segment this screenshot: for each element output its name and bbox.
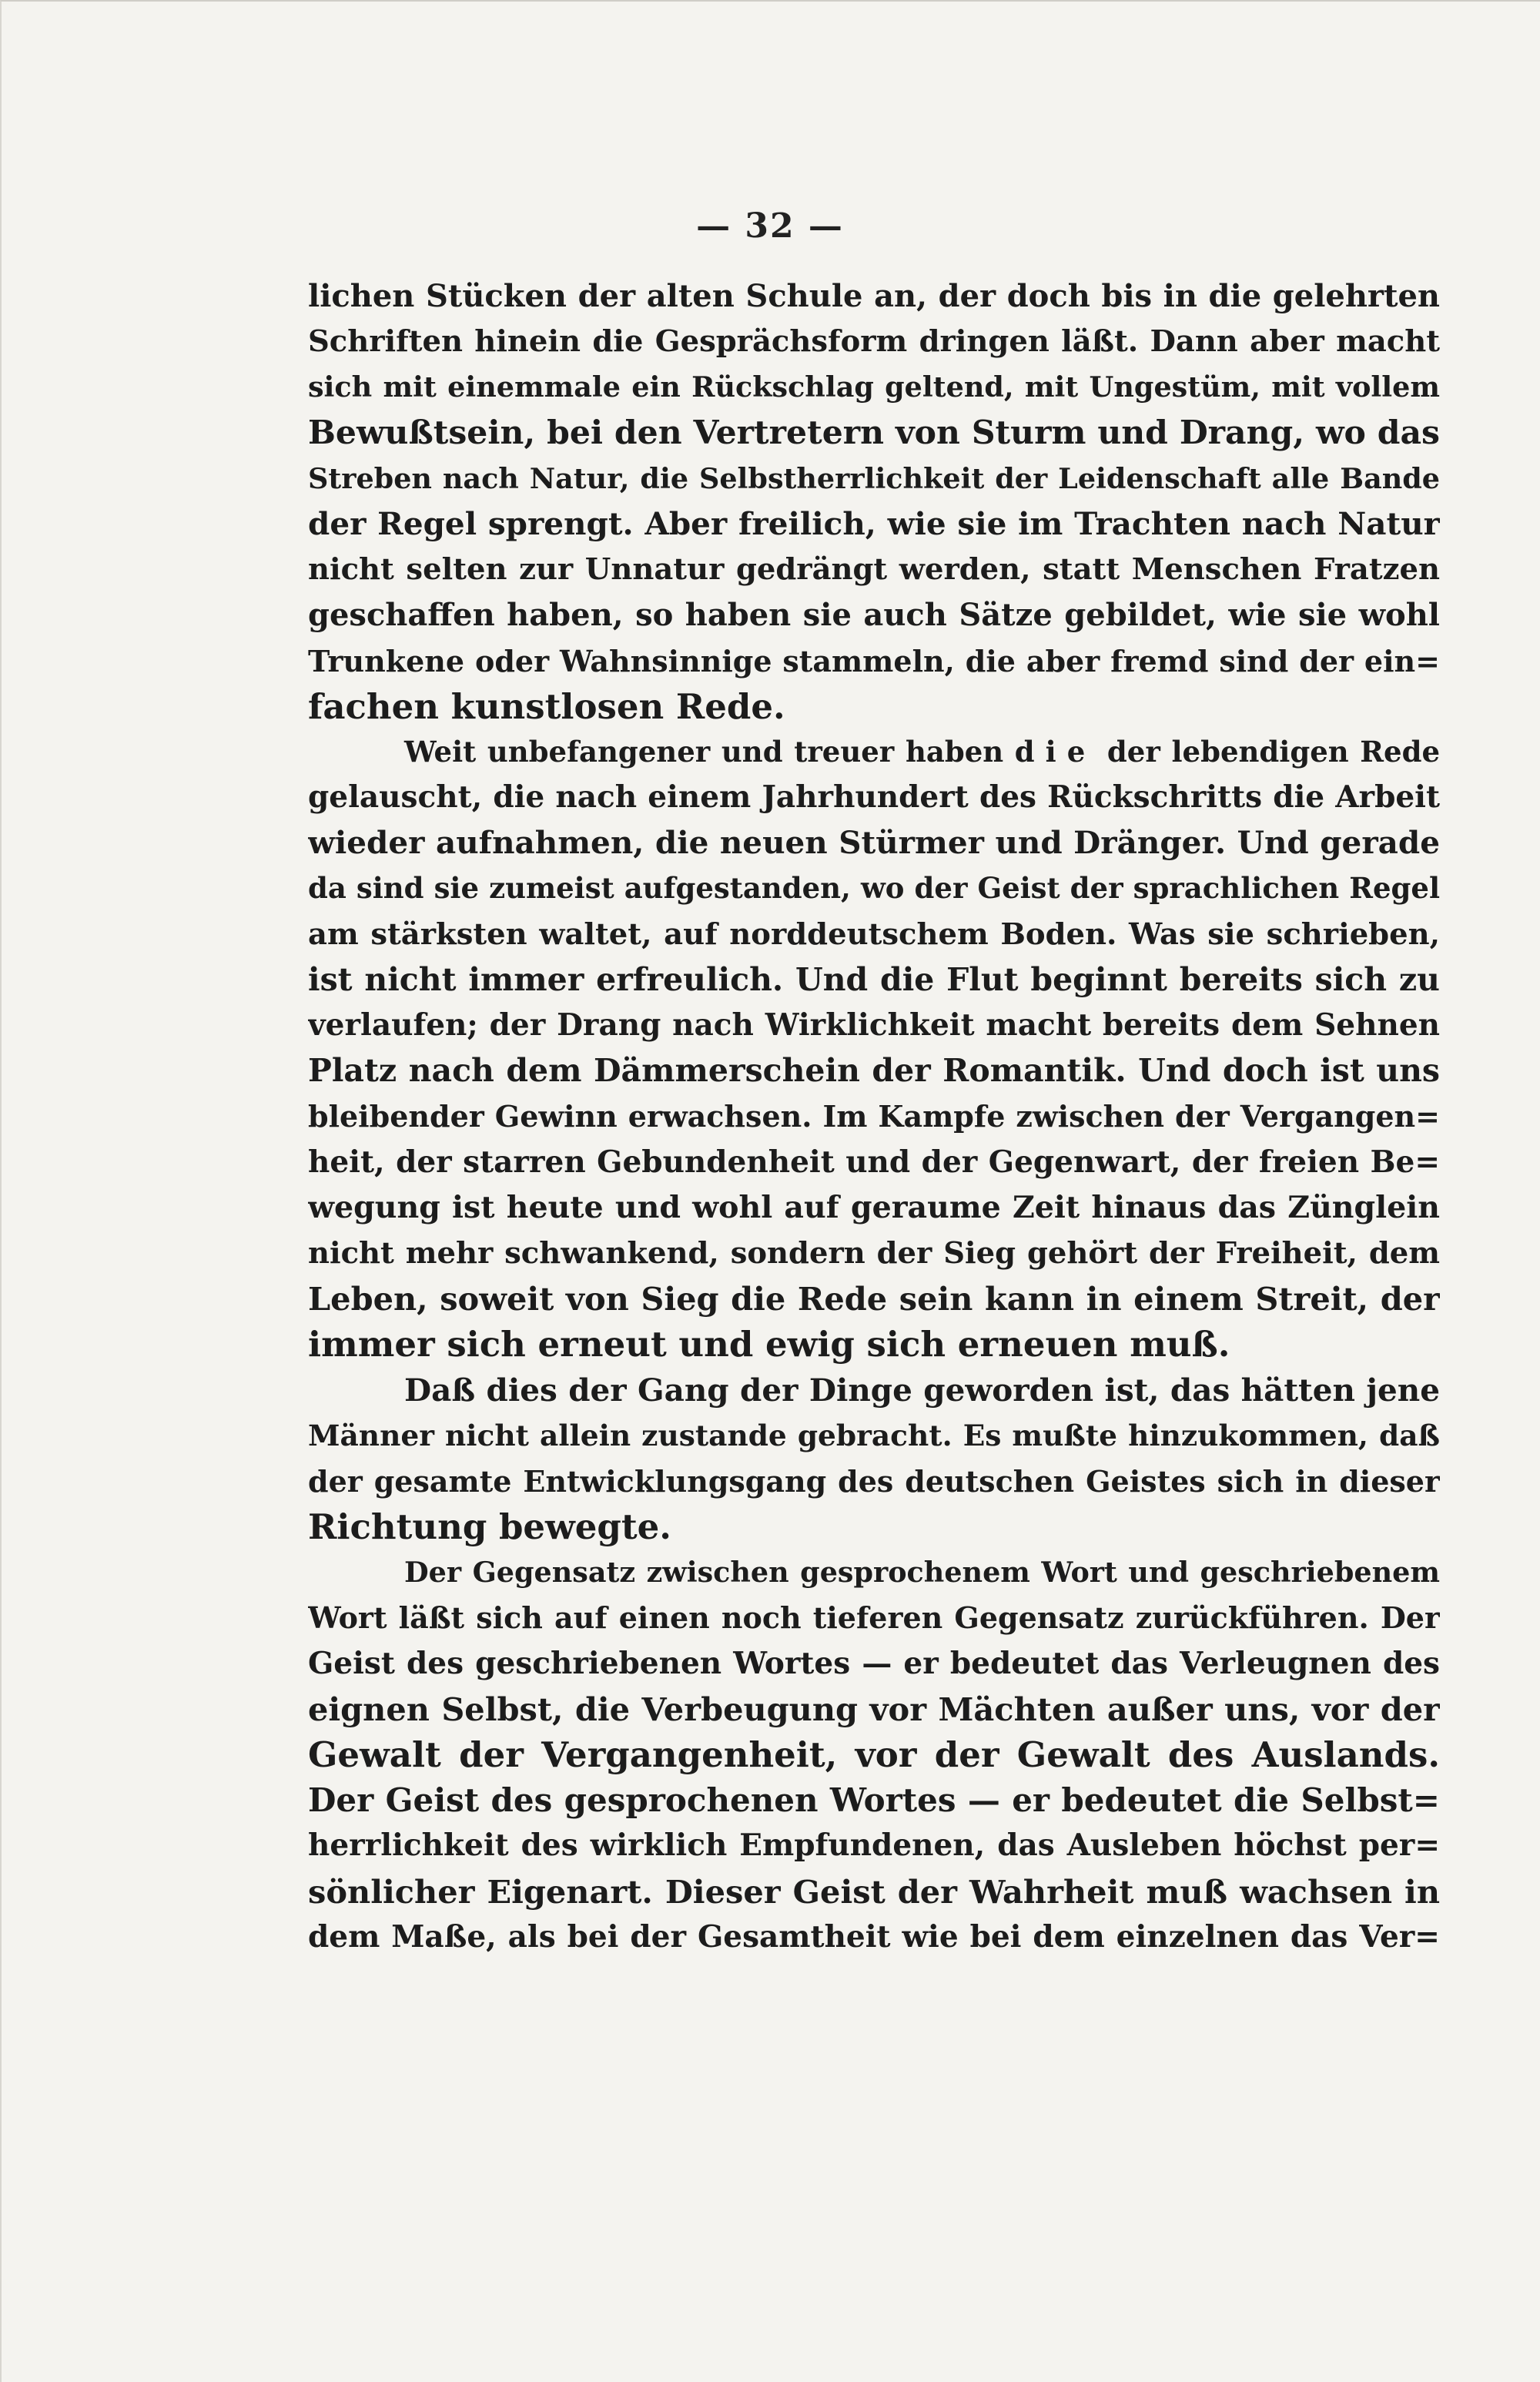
text-line: nicht selten zur Unnatur gedrängt werden, statt Menschen Fratzen — [308, 552, 1440, 588]
text-line: Der Geist des gesprochenen Wortes — er bedeutet die Selbst= — [308, 1781, 1440, 1820]
text-line: verlaufen; der Drang nach Wirklichkeit macht bereits dem Sehnen — [308, 1007, 1440, 1043]
body-text — [308, 273, 1440, 1960]
text-line: nicht mehr schwankend, sondern der Sieg gehört der Freiheit, dem — [308, 1235, 1440, 1271]
text-line: der gesamte Entwicklungsgang des deutschen Geistes sich in dieser — [308, 1463, 1440, 1499]
text-line: Wort läßt sich auf einen noch tieferen Gegensatz zurückführen. Der — [308, 1600, 1440, 1636]
text-line: Der Gegensatz zwischen gesprochenem Wort und geschriebenem — [404, 1556, 1440, 1590]
text-line: Gewalt der Vergangenheit, vor der Gewalt des Auslands. — [308, 1734, 1440, 1775]
text-line: Leben, soweit von Sieg die Rede sein kann in einem Streit, der — [308, 1280, 1440, 1318]
text-line: lichen Stücken der alten Schule an, der doch bis in die gelehrten — [308, 278, 1440, 314]
text-line: eignen Selbst, die Verbeugung vor Mächten außer uns, vor der — [308, 1690, 1440, 1728]
text-line: Weit unbefangener und treuer haben die der lebendigen Rede — [404, 734, 1440, 769]
text-line: heit, der starren Gebundenheit und der Gegenwart, der freien Be= — [308, 1144, 1440, 1180]
text-line: herrlichkeit des wirklich Empfundenen, das Ausleben höchst per= — [308, 1828, 1440, 1864]
emphasized-word: die — [1014, 734, 1096, 769]
text-line: sich mit einemmale ein Rückschlag geltend, mit Ungestüm, mit vollem — [308, 370, 1440, 404]
text-line: da sind sie zumeist aufgestanden, wo der Geist der sprachlichen Regel — [308, 871, 1440, 906]
text-line: am stärksten waltet, auf norddeutschem Boden. Was sie schrieben, — [308, 916, 1440, 952]
text-line: Streben nach Natur, die Selbstherrlichkeit der Leidenschaft alle Bande — [308, 461, 1440, 495]
text-line: ist nicht immer erfreulich. Und die Flut beginnt bereits sich zu — [308, 960, 1440, 998]
text-line: Platz nach dem Dämmerschein der Romantik. Und doch ist uns — [308, 1052, 1440, 1090]
text-line: wegung ist heute und wohl auf geraume Zeit hinaus das Zünglein — [308, 1189, 1440, 1225]
text-line: fachen kunstlosen Rede. — [308, 685, 785, 727]
text-line: Richtung bewegte. — [308, 1506, 671, 1548]
text-line: gelauscht, die nach einem Jahrhundert des Rückschritts die Arbeit — [308, 779, 1440, 816]
page-number: — 32 — — [696, 206, 844, 246]
text-line: bleibender Gewinn erwachsen. Im Kampfe zwischen der Vergangen= — [308, 1099, 1440, 1134]
text-line: Bewußtsein, bei den Vertretern von Sturm und Drang, wo das — [308, 413, 1440, 452]
text-line: Trunkene oder Wahnsinnige stammeln, die aber fremd sind der ein= — [308, 643, 1440, 678]
text-line: geschaffen haben, so haben sie auch Sätze gebildet, wie sie wohl — [308, 597, 1440, 634]
text-line: immer sich erneut und ewig sich erneuen muß. — [308, 1324, 1230, 1365]
text-line: wieder aufnahmen, die neuen Stürmer und Dränger. Und gerade — [308, 824, 1440, 862]
text-line: der Regel sprengt. Aber freilich, wie sie im Trachten nach Natur — [308, 504, 1440, 542]
text-line: dem Maße, als bei der Gesamtheit wie bei dem einzelnen das Ver= — [308, 1918, 1440, 1955]
text-line: Schriften hinein die Gesprächsform dringen läßt. Dann aber macht — [308, 324, 1440, 360]
text-line: Geist des geschriebenen Wortes — er bedeutet das Verleugnen des — [308, 1645, 1440, 1681]
text-line: sönlicher Eigenart. Dieser Geist der Wahrheit muß wachsen in — [308, 1872, 1440, 1911]
text-line: Männer nicht allein zustande gebracht. Es mußte hinzukommen, daß — [308, 1418, 1440, 1452]
text-line: Daß dies der Gang der Dinge geworden ist, das hätten jene — [404, 1371, 1440, 1409]
